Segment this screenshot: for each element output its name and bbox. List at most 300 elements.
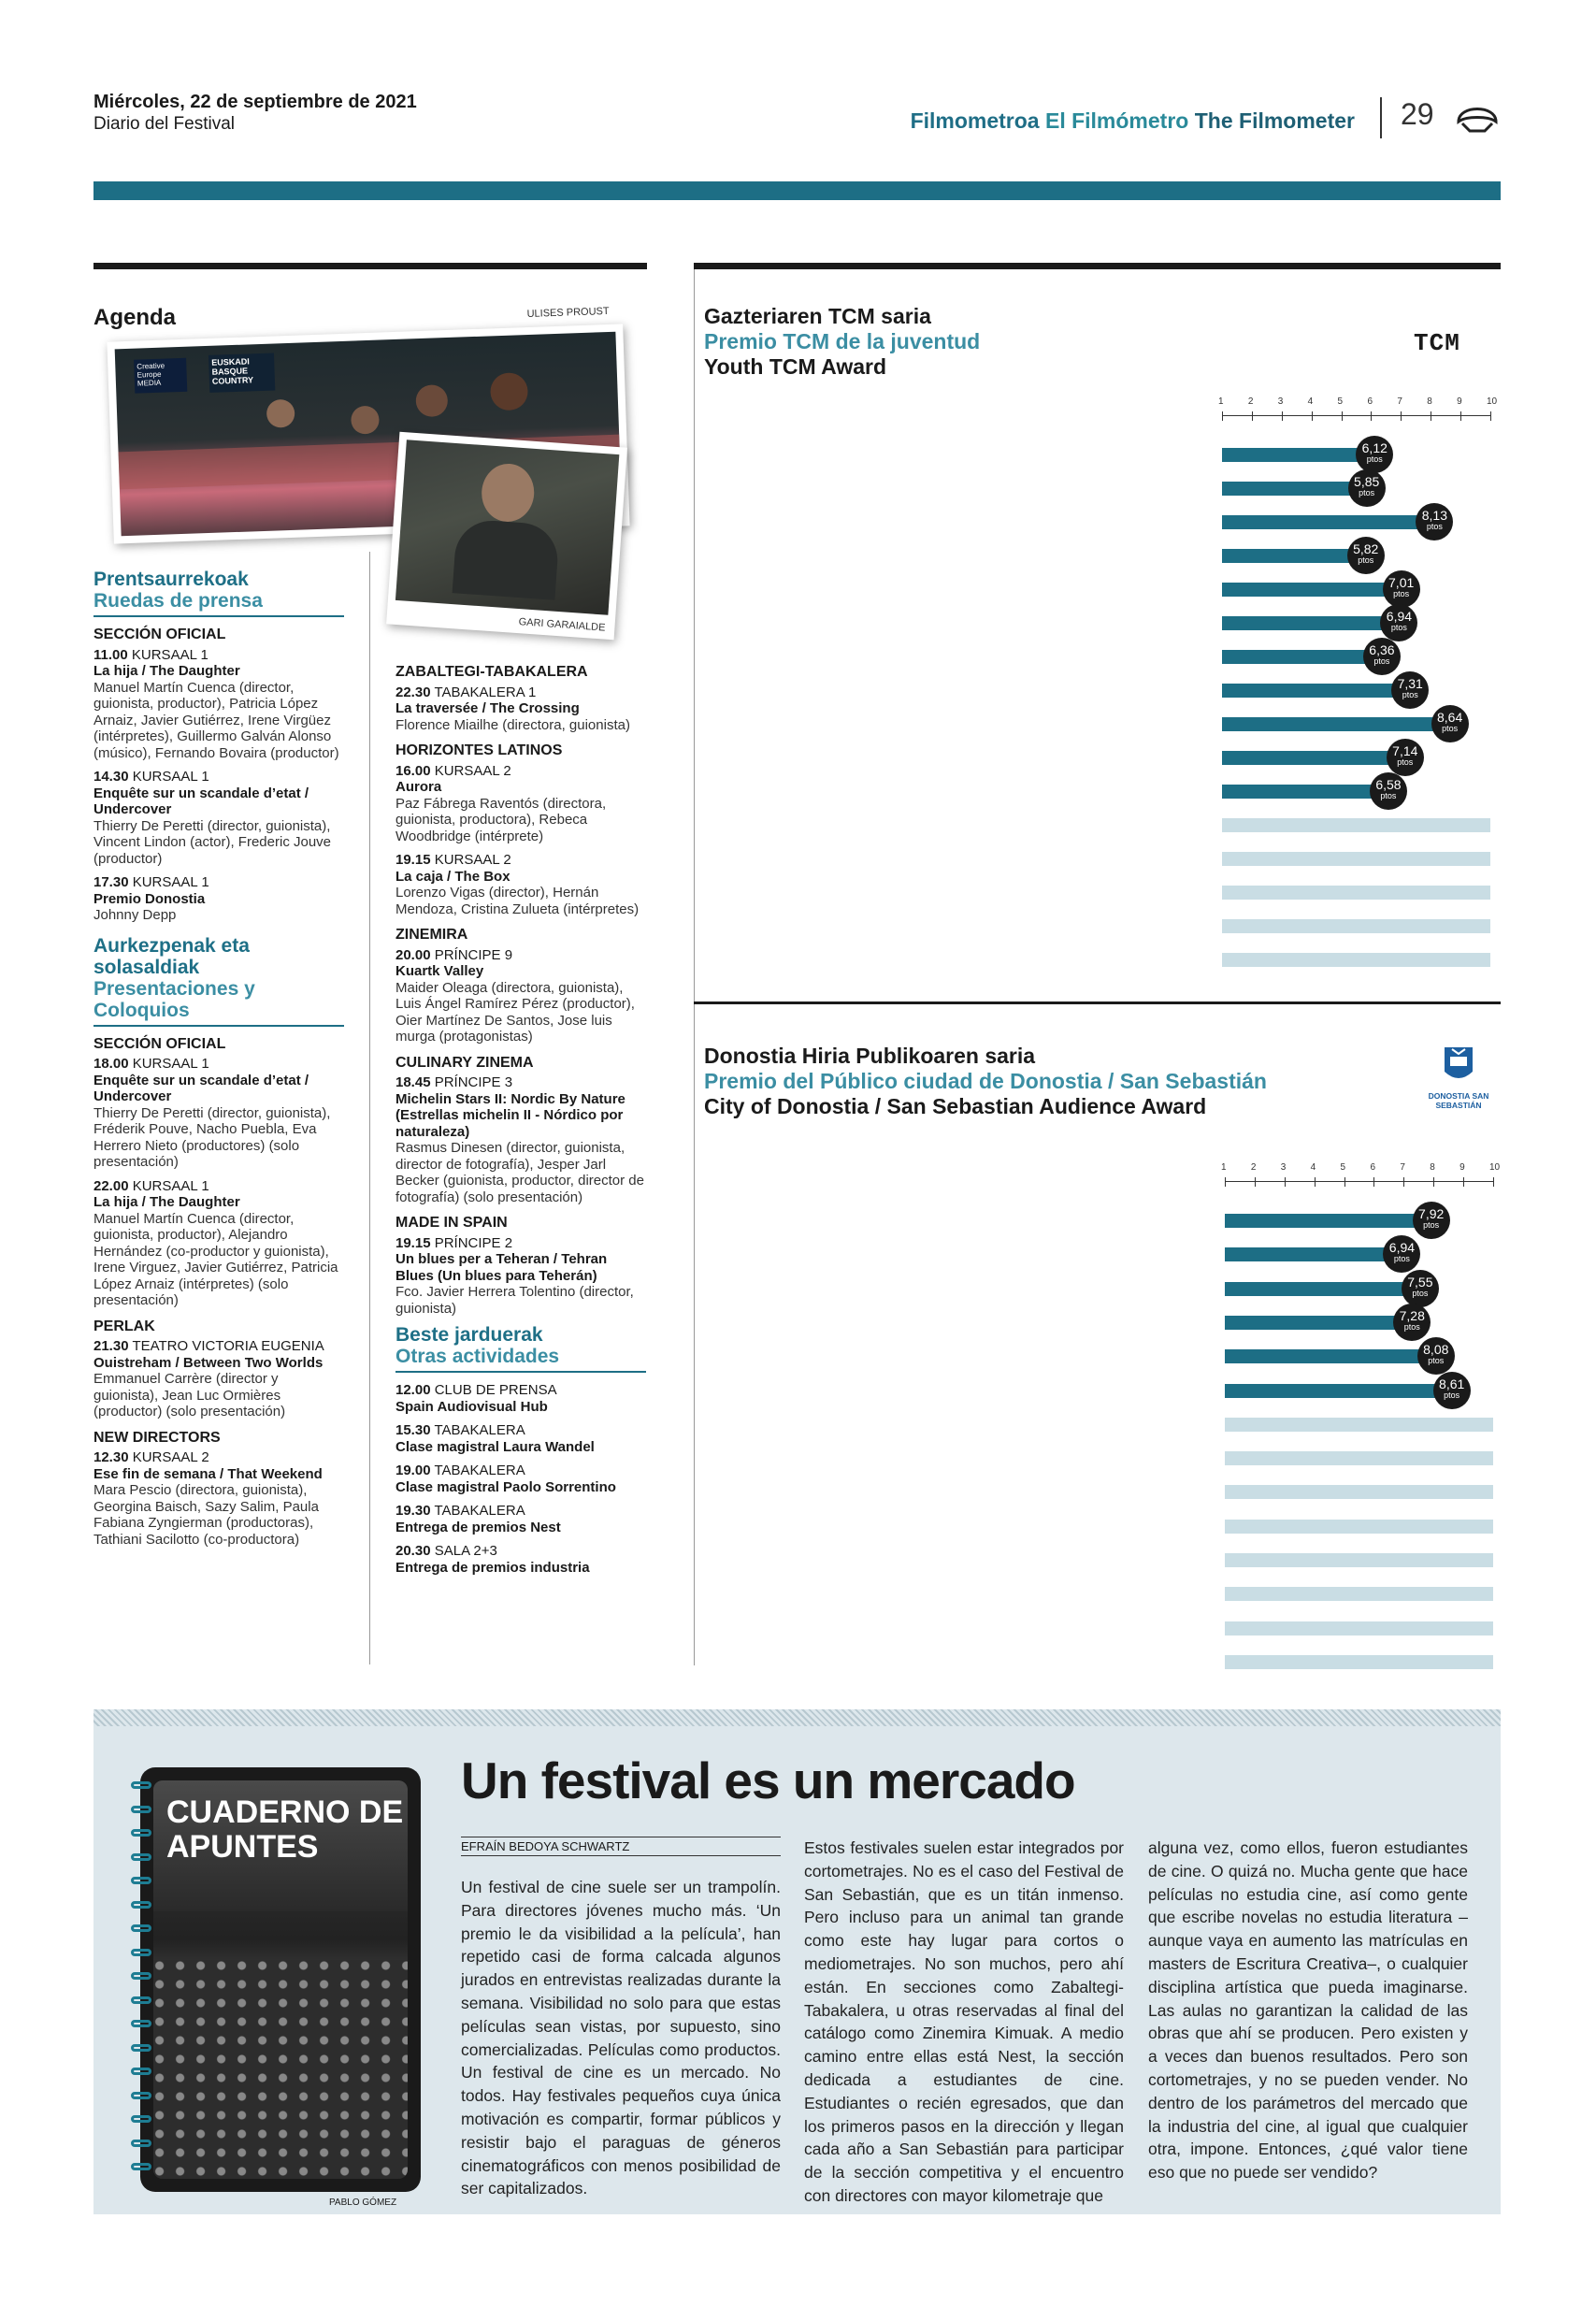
event-venue: KURSAAL 1 — [132, 769, 209, 785]
column-divider — [694, 263, 695, 1665]
article-column-2: Estos festivales suelen estar integrados por cortometrajes. No es el caso del Festival de San Sebastián, que es un titán inmenso. Pero incluso para un animal tan grande como este hay lugar para cortos o mediometrajes. No son muchos, pero ahí están. En secciones como Zabaltegi-Tabakalera, u otras reservadas al final del catálogo como Zinemira Kimuak. A medio camino entre ellas está Nest, la sección dedicada a estudiantes de cine. Estudiantes o recién egresados, que dan los primeros pasos en la dirección y llegan cada año a San Sebastián para participar de la sección competitiva y el encuentro con directores con mayor kilometraje que — [804, 1838, 1124, 2205]
event-time-venue — [93, 769, 344, 785]
photo1-credit: ULISES PROUST — [526, 305, 610, 320]
tick-label: 8 — [1427, 396, 1432, 407]
score-bar — [1222, 583, 1402, 597]
event-time-bold: 14.30 — [93, 769, 129, 785]
event-title: Clase magistral Laura Wandel — [395, 1438, 595, 1455]
header-date: Miércoles, 22 de septiembre de 2021 — [93, 92, 417, 112]
score-value: 7,92 — [1418, 1206, 1445, 1221]
event-venue: KURSAAL 2 — [434, 852, 511, 868]
empty-bar — [1225, 1418, 1493, 1432]
event-time-venue — [93, 1178, 344, 1195]
score-bubble — [1370, 772, 1407, 810]
event-time-venue — [395, 1503, 646, 1520]
chart2-title-eu: Donostia Hiria Publikoaren saria — [704, 1044, 1036, 1068]
event-time-bold: 20.30 — [395, 1543, 431, 1559]
score-bar — [1222, 717, 1450, 731]
event-time-venue — [395, 1543, 646, 1560]
chart-axis — [1222, 415, 1490, 416]
score-unit: ptos — [1403, 1321, 1420, 1332]
event-venue: TABAKALERA — [434, 1503, 525, 1519]
notebook-ring — [131, 1853, 151, 1861]
event-time-bold: 17.30 — [93, 874, 129, 890]
score-value: 7,55 — [1407, 1274, 1433, 1290]
empty-bar — [1222, 852, 1490, 866]
event-venue: TEATRO VICTORIA EUGENIA — [132, 1338, 324, 1354]
tick-label: 10 — [1489, 1162, 1501, 1173]
tick-label: 4 — [1310, 1162, 1316, 1173]
section-en: The Filmometer — [1194, 108, 1355, 133]
score-bubble — [1393, 1304, 1431, 1341]
event-title: Kuartk Valley — [395, 963, 484, 979]
score-bubble — [1402, 1270, 1439, 1307]
notebook-ring — [131, 1877, 151, 1884]
score-bar — [1222, 684, 1410, 698]
event-time-bold: 18.45 — [395, 1074, 431, 1090]
presentations-heading-es: Presentaciones y Coloquios — [93, 977, 255, 1021]
score-bubble — [1387, 739, 1424, 776]
event-title: Entrega de premios industria — [395, 1559, 590, 1576]
tick-mark — [1403, 1177, 1404, 1187]
agenda-event — [395, 1543, 646, 1576]
event-time-bold: 19.15 — [395, 852, 431, 868]
score-unit: ptos — [1426, 522, 1443, 531]
score-unit: ptos — [1358, 555, 1374, 565]
tick-mark — [1460, 411, 1461, 421]
event-title: Un blues per a Teheran / Tehran Blues (Un blues para Teherán) — [395, 1251, 608, 1284]
event-time-venue — [93, 1338, 344, 1355]
tick-mark — [1255, 1177, 1256, 1187]
notebook-ring — [131, 2068, 151, 2075]
score-bubble — [1356, 436, 1393, 473]
score-bar — [1225, 1316, 1412, 1330]
event-time-venue — [395, 1463, 646, 1479]
section-heading: ZINEMIRA — [395, 927, 468, 943]
tick-label: 9 — [1457, 396, 1462, 407]
empty-bar — [1222, 953, 1490, 967]
notebook-ring — [131, 1806, 151, 1813]
event-venue: TABAKALERA — [434, 1422, 525, 1438]
tick-label: 9 — [1459, 1162, 1465, 1173]
score-bubble — [1347, 537, 1385, 574]
empty-bar — [1225, 1451, 1493, 1465]
event-title: Michelin Stars II: Nordic By Nature (Estrellas michelin II - Nórdico por naturaleza) — [395, 1090, 625, 1140]
event-time-venue — [395, 1235, 646, 1252]
tick-mark — [1252, 411, 1253, 421]
section-es: El Filmómetro — [1044, 108, 1189, 133]
score-unit: ptos — [1359, 488, 1375, 497]
empty-bar — [1225, 1485, 1493, 1499]
score-unit: ptos — [1444, 1390, 1460, 1400]
event-title: Entrega de premios Nest — [395, 1519, 561, 1535]
score-value: 6,12 — [1361, 440, 1388, 455]
score-unit: ptos — [1393, 1254, 1410, 1264]
score-value: 6,94 — [1388, 1240, 1416, 1256]
score-unit: ptos — [1390, 623, 1407, 632]
event-time-venue — [93, 1056, 344, 1073]
notebook-ring — [131, 1996, 151, 2004]
event-title: La hija / The Daughter — [93, 663, 240, 679]
tick-mark — [1222, 411, 1223, 421]
article-column-1: Un festival de cine suele ser un trampolín. Para directores jóvenes mucho más. ‘Un premio le da visibilidad a la película’, han repetido casi de forma calcada algunos jurados en entrevistas realizadas durante la semana. Visibilidad no solo para que estas películas sean vistas, por supuesto, sino comercializadas. Películas como productos. Un festival de cine es un mercado. No todos. Hay festivales pequeños cuya única motivación es compartir, formar públicos y resistir bajo el paraguas de géneros cinematográficos con menos posibilidad de ser capitalizados. — [461, 1878, 781, 2198]
notebook-ring — [131, 1924, 151, 1932]
article-title: Un festival es un mercado — [461, 1751, 1075, 1809]
press-heading-es: Ruedas de prensa — [93, 590, 263, 612]
chart2-title-es: Premio del Público ciudad de Donostia / San Sebastián — [704, 1069, 1267, 1093]
section-heading: ZABALTEGI-TABAKALERA — [395, 664, 588, 680]
chart1-title-en: Youth TCM Award — [704, 354, 887, 379]
agenda-column-1 — [93, 569, 344, 1555]
score-bar — [1225, 1349, 1436, 1363]
tick-mark — [1225, 1177, 1226, 1187]
event-title: Clase magistral Paolo Sorrentino — [395, 1478, 616, 1495]
score-unit: ptos — [1393, 589, 1410, 598]
tick-label: 5 — [1340, 1162, 1346, 1173]
agenda-event — [93, 874, 344, 924]
tick-label: 2 — [1250, 1162, 1257, 1173]
notebook-title: CUADERNO DE APUNTES — [166, 1794, 404, 1865]
agenda-event — [93, 1056, 344, 1171]
event-people: Manuel Martín Cuenca (director, guionista, productor), Alejandro Hernández (co-productor y guionista), Irene Virguez, Javier Gutiérrez, Patricia López Arnaiz (intérpretes) (solo presentación) — [93, 1210, 338, 1308]
event-title: La caja / The Box — [395, 868, 510, 885]
event-title: Aurora — [395, 779, 442, 795]
event-people: Emmanuel Carrère (director y guionista), Jean Luc Ormières (productor) (solo presentación) — [93, 1371, 286, 1419]
score-bubble — [1416, 503, 1453, 540]
chart2-title-en: City of Donostia / San Sebastian Audience Award — [704, 1094, 1207, 1118]
event-venue: PRÍNCIPE 3 — [434, 1074, 513, 1090]
section-heading: HORIZONTES LATINOS — [395, 742, 563, 758]
event-title: Enquête sur un scandale d’etat / Undercover — [93, 1072, 309, 1104]
agenda-event — [395, 1463, 646, 1495]
event-time-bold: 11.00 — [93, 646, 128, 663]
score-bar — [1225, 1384, 1452, 1398]
notebook-ring — [131, 1949, 151, 1956]
score-value: 6,58 — [1375, 777, 1402, 792]
tick-mark — [1312, 411, 1313, 421]
tick-label: 8 — [1430, 1162, 1435, 1173]
agenda-event — [93, 1338, 344, 1420]
score-bubble — [1383, 570, 1420, 608]
agenda-event — [395, 1503, 646, 1535]
score-value: 7,14 — [1392, 743, 1418, 758]
chart2-titles — [704, 1044, 1267, 1119]
photo2-credit: GARI GARAIALDE — [518, 616, 606, 634]
score-bar — [1225, 1282, 1420, 1296]
page-number: 29 — [1401, 97, 1434, 131]
agenda-event — [395, 1074, 646, 1205]
chart2-rule — [694, 1001, 1501, 1004]
shell-logo-icon — [1455, 97, 1500, 135]
event-venue: KURSAAL 1 — [132, 1177, 209, 1194]
empty-bar — [1225, 1520, 1493, 1534]
donostia-logo — [1421, 1045, 1496, 1110]
score-value: 8,64 — [1437, 710, 1463, 725]
event-people: Mara Pescio (directora, guionista), Georgina Baisch, Sazy Salim, Paula Fabiana Zyngierman (productoras), Tathiani Sacilotto (co-productora) — [93, 1482, 319, 1548]
tick-mark — [1282, 411, 1283, 421]
event-time-venue — [395, 1382, 646, 1399]
notebook-ring — [131, 2044, 151, 2052]
agenda-title: Agenda — [93, 305, 177, 330]
empty-bar — [1222, 818, 1490, 832]
score-bubble — [1348, 469, 1386, 507]
tcm-logo: TCM — [1414, 329, 1460, 357]
tick-mark — [1433, 1177, 1434, 1187]
event-people: Florence Miailhe (directora, guionista) — [395, 716, 630, 733]
header-section — [911, 108, 1355, 134]
score-bar — [1222, 650, 1382, 664]
chart1-title-eu: Gazteriaren TCM saria — [704, 304, 931, 328]
agenda-event — [395, 684, 646, 734]
score-bubble — [1433, 1372, 1471, 1409]
empty-bar — [1225, 1553, 1493, 1567]
tick-mark — [1490, 411, 1491, 421]
score-bubble — [1363, 638, 1401, 675]
event-venue: KURSAAL 2 — [434, 762, 511, 779]
section-heading: SECCIÓN OFICIAL — [93, 627, 226, 642]
event-time-venue — [395, 852, 646, 869]
event-people: Johnny Depp — [93, 907, 177, 923]
agenda-event — [395, 852, 646, 917]
score-unit: ptos — [1397, 757, 1414, 767]
tick-mark — [1342, 411, 1343, 421]
presentations-heading-eu: Aurkezpenak eta solasaldiak — [93, 934, 250, 978]
event-title: La traversée / The Crossing — [395, 700, 580, 716]
event-people: Maider Oleaga (directora, guionista), Luis Ángel Ramírez Pérez (productor), Oier Martínez De Santos, Jose luis murga (protagonistas) — [395, 979, 635, 1045]
event-time-bold: 19.15 — [395, 1234, 431, 1251]
section-heading: NEW DIRECTORS — [93, 1429, 221, 1446]
tick-label: 2 — [1247, 396, 1254, 407]
score-value: 7,31 — [1397, 676, 1423, 691]
score-value: 8,61 — [1439, 1376, 1465, 1391]
notebook-ring — [131, 1972, 151, 1980]
score-bar — [1222, 751, 1405, 765]
event-people: Thierry De Peretti (director, guionista), Fréderik Pouve, Nacho Puebla, Eva Herrero Nieto (productores) (solo presentación) — [93, 1104, 331, 1170]
score-unit: ptos — [1423, 1220, 1440, 1230]
score-value: 7,28 — [1399, 1307, 1425, 1323]
score-bar — [1222, 549, 1366, 563]
empty-bar — [1222, 886, 1490, 900]
event-venue: SALA 2+3 — [434, 1543, 497, 1559]
event-time-venue — [93, 1449, 344, 1466]
section-heading: CULINARY ZINEMA — [395, 1054, 534, 1071]
empty-bar — [1225, 1621, 1493, 1636]
event-time-venue — [395, 763, 646, 780]
tick-label: 6 — [1370, 1162, 1375, 1173]
agenda-event — [93, 769, 344, 867]
score-bubble — [1413, 1202, 1450, 1239]
event-time-bold: 12.00 — [395, 1382, 431, 1398]
score-bubble — [1383, 1235, 1420, 1273]
notebook-ring — [131, 2020, 151, 2027]
event-time-venue — [395, 1422, 646, 1439]
notebook-ring — [131, 1901, 151, 1909]
chart-axis — [1225, 1181, 1493, 1182]
tick-label: 7 — [1400, 1162, 1405, 1173]
tick-mark — [1463, 1177, 1464, 1187]
donostia-logo-text: DONOSTIA SAN SEBASTIÁN — [1428, 1091, 1489, 1110]
section-heading: MADE IN SPAIN — [395, 1215, 508, 1231]
score-unit: ptos — [1442, 724, 1459, 733]
chart1-title-es: Premio TCM de la juventud — [704, 329, 981, 353]
section-heading: PERLAK — [93, 1318, 155, 1334]
event-time-bold: 20.00 — [395, 946, 431, 963]
article-column-3: alguna vez, como ellos, fueron estudiantes de cine. O quizá no. Mucha gente que hace películas no estudia cine, así como gente que escribe novelas no estudia literatura –aunque vaya en aumento las matrículas en masters de Escritura Creativa–, o cualquier disciplina artística que pueda imaginarse. Las aulas no garantizan la calidad de las obras que ahí se producen. Pero existen y a veces dan buenos resultados. Pero son cortometrajes, y no se pueden vender. No dentro de los parámetros del mercado que la industria del cine, al igual que cualquier otra, impone. Entonces, ¿qué valor tiene eso que no puede ser vendido? — [1148, 1838, 1468, 2183]
photo-badge: Creative Europe MEDIA — [134, 358, 187, 394]
event-time-bold: 15.30 — [395, 1422, 431, 1438]
agenda-event — [395, 947, 646, 1045]
speaker-photo — [386, 432, 627, 641]
score-unit: ptos — [1366, 454, 1383, 464]
score-bar — [1222, 448, 1374, 462]
score-value: 7,01 — [1388, 575, 1415, 590]
event-title: Premio Donostia — [93, 890, 206, 907]
event-venue: KURSAAL 1 — [132, 1056, 209, 1072]
score-value: 5,82 — [1353, 541, 1379, 556]
tick-label: 4 — [1307, 396, 1314, 407]
score-bubble — [1417, 1337, 1455, 1375]
notebook-ring — [131, 1781, 151, 1789]
press-heading-eu: Prentsaurrekoak — [93, 569, 249, 590]
event-time-bold: 18.00 — [93, 1056, 129, 1072]
event-time-venue — [395, 1074, 646, 1091]
score-unit: ptos — [1402, 690, 1418, 699]
empty-bar — [1225, 1587, 1493, 1601]
event-title: Ese fin de semana / That Weekend — [93, 1465, 323, 1482]
event-venue: KURSAAL 2 — [132, 1449, 209, 1465]
tick-label: 3 — [1277, 396, 1284, 407]
event-people: Lorenzo Vigas (director), Hernán Mendoza, Cristina Zulueta (intérpretes) — [395, 885, 640, 917]
event-venue: PRÍNCIPE 2 — [434, 1234, 513, 1251]
score-bubble — [1431, 705, 1469, 742]
score-bar — [1222, 515, 1434, 529]
event-people: Fco. Javier Herrera Tolentino (director, guionista) — [395, 1284, 634, 1317]
header-publication: Diario del Festival — [93, 114, 235, 134]
tick-mark — [1285, 1177, 1286, 1187]
score-unit: ptos — [1380, 791, 1397, 800]
score-bar — [1222, 616, 1399, 630]
score-bar — [1225, 1214, 1431, 1228]
score-value: 8,13 — [1421, 508, 1447, 523]
empty-bar — [1222, 919, 1490, 933]
header-bar — [93, 181, 1501, 200]
chart1-titles — [704, 304, 980, 380]
agenda-event — [395, 1382, 646, 1415]
tick-mark — [1401, 411, 1402, 421]
event-time-venue — [93, 874, 344, 891]
tick-mark — [1371, 411, 1372, 421]
empty-bar — [1225, 1655, 1493, 1669]
score-bubble — [1391, 671, 1429, 709]
event-venue: PRÍNCIPE 9 — [434, 946, 513, 963]
event-time-bold: 16.00 — [395, 762, 431, 779]
score-value: 5,85 — [1354, 474, 1380, 489]
event-venue: TABAKALERA 1 — [434, 684, 537, 700]
event-time-venue — [395, 947, 646, 964]
notebook-ring — [131, 2092, 151, 2099]
agenda-event — [93, 1449, 344, 1548]
event-title: La hija / The Daughter — [93, 1194, 240, 1210]
notebook-credit: PABLO GÓMEZ — [329, 2198, 397, 2208]
other-activities-heading-eu: Beste jarduerak — [395, 1324, 543, 1346]
agenda-rule — [93, 263, 647, 269]
agenda-event — [93, 647, 344, 762]
tick-label: 10 — [1487, 396, 1498, 407]
score-unit: ptos — [1412, 1288, 1429, 1298]
agenda-column-2 — [395, 655, 646, 1583]
notebook-illustration — [140, 1767, 421, 2192]
score-bar — [1222, 482, 1367, 496]
tick-mark — [1373, 1177, 1374, 1187]
event-people: Thierry De Peretti (director, guionista), Vincent Lindon (actor), Frederic Jouve (productor) — [93, 817, 332, 867]
event-people: Rasmus Dinesen (director, guionista, director de fotografía), Jesper Jarl Becker (guionista, productor, director de fotografía) (solo presentación) — [395, 1140, 644, 1205]
event-venue: KURSAAL 1 — [131, 646, 208, 663]
event-people: Paz Fábrega Raventós (directora, guionista, productora), Rebeca Woodbridge (intérprete) — [395, 795, 607, 844]
section-eu: Filmometroa — [910, 108, 1040, 133]
tick-mark — [1315, 1177, 1316, 1187]
score-value: 8,08 — [1423, 1342, 1449, 1358]
notebook-ring — [131, 1829, 151, 1837]
score-unit: ptos — [1373, 656, 1390, 666]
score-bar — [1222, 785, 1388, 799]
event-time-bold: 22.00 — [93, 1177, 129, 1194]
notebook-ring — [131, 2163, 151, 2170]
event-people: Manuel Martín Cuenca (director, guionista, productor), Patricia López Arnaiz, Javier Gutiérrez, Irene Virgüez (intérpretes), Guillermo Galván Alonso (músico), Fernando Bovaira (productor) — [93, 679, 339, 761]
tick-label: 1 — [1221, 1162, 1227, 1173]
chart-rule — [694, 263, 1501, 269]
article-hatch — [93, 1709, 1501, 1726]
photo-banner: EUSKADI BASQUE COUNTRY — [208, 353, 275, 392]
tick-mark — [1344, 1177, 1345, 1187]
tick-mark — [1493, 1177, 1494, 1187]
header-divider — [1380, 97, 1382, 138]
score-value: 6,36 — [1369, 642, 1395, 657]
event-title: Enquête sur un scandale d’etat / Undercover — [93, 785, 309, 817]
event-time-bold: 22.30 — [395, 684, 431, 700]
event-time-bold: 19.30 — [395, 1503, 431, 1519]
other-activities-heading-es: Otras actividades — [395, 1346, 560, 1367]
event-title: Spain Audiovisual Hub — [395, 1398, 548, 1415]
event-time-bold: 21.30 — [93, 1338, 129, 1354]
score-value: 6,94 — [1386, 609, 1413, 624]
event-venue: CLUB DE PRENSA — [434, 1382, 557, 1398]
agenda-event — [395, 1235, 646, 1318]
event-time-venue — [395, 684, 646, 701]
article-byline: EFRAÍN BEDOYA SCHWARTZ — [461, 1837, 781, 1856]
event-venue: KURSAAL 1 — [132, 874, 209, 890]
notebook-ring — [131, 2115, 151, 2123]
agenda-column-divider — [369, 552, 370, 1664]
event-venue: TABAKALERA — [434, 1463, 525, 1478]
donostia-shield-icon — [1443, 1045, 1474, 1087]
notebook-ring — [131, 2140, 151, 2147]
score-bar — [1225, 1247, 1402, 1261]
event-title: Ouistreham / Between Two Worlds — [93, 1354, 324, 1371]
tick-label: 3 — [1280, 1162, 1287, 1173]
score-bubble — [1380, 604, 1417, 641]
tick-label: 1 — [1218, 396, 1224, 407]
tick-label: 6 — [1367, 396, 1373, 407]
score-unit: ptos — [1428, 1356, 1445, 1366]
section-heading: SECCIÓN OFICIAL — [93, 1035, 226, 1052]
tick-label: 5 — [1337, 396, 1344, 407]
event-time-venue — [93, 647, 344, 664]
agenda-event — [395, 1422, 646, 1455]
event-time-bold: 19.00 — [395, 1463, 431, 1478]
agenda-event — [395, 763, 646, 845]
event-time-bold: 12.30 — [93, 1449, 129, 1465]
agenda-event — [93, 1178, 344, 1309]
